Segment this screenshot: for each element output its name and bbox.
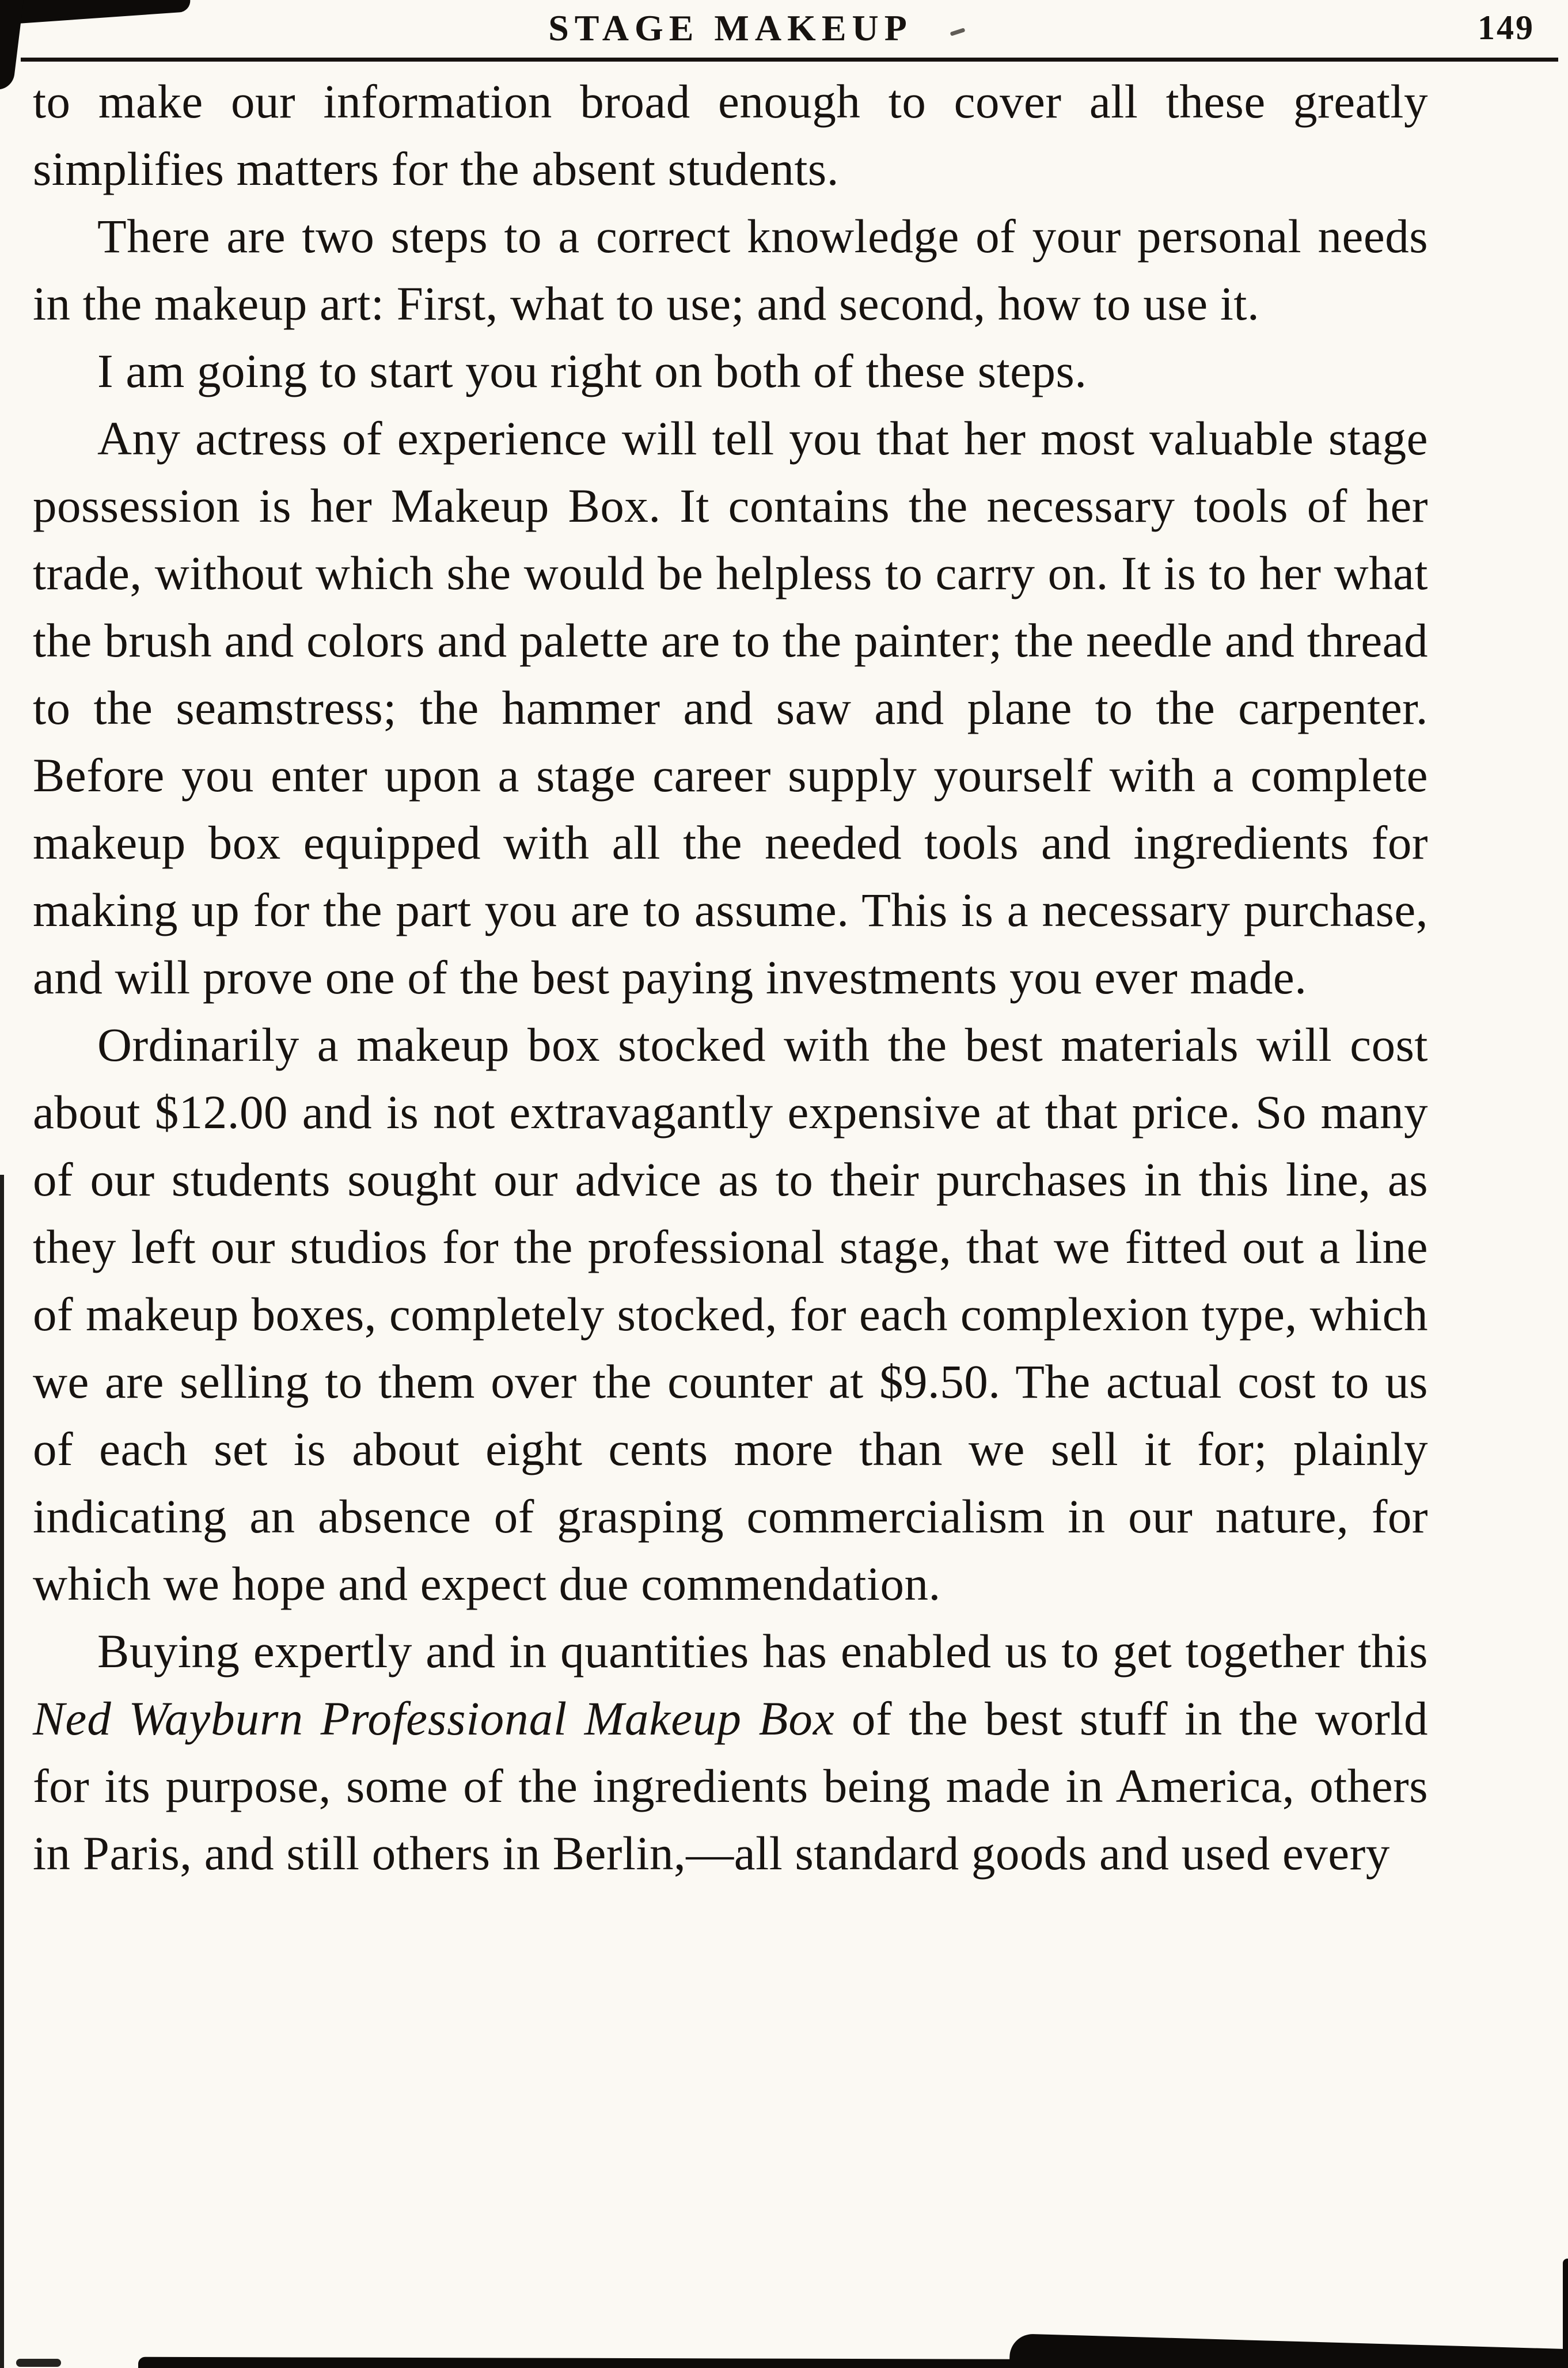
scan-artifact-right-edge [1563,2259,1568,2368]
book-title-italic: Ned Wayburn Professional Makeup Box [33,1692,835,1745]
paragraph-6-text-before: Buying expertly and in quantities has enabled us to get together this [97,1625,1428,1678]
page-number: 149 [1478,9,1535,47]
page-body [33,68,1428,1887]
body-paragraph-3: I am going to start you right on both of these steps. [97,344,1087,397]
body-paragraph-2: There are two steps to a correct knowledge of your personal needs in the makeup art: First, what to use; and second, how to use it. [33,210,1428,330]
paragraph-6-text-after: of the best stuff in the world for its purpose, some of the ingredients being made in America, others in Paris, and still others in Berlin,—all standard goods and used every [33,1692,1428,1880]
scan-artifact-bottom-right-wedge [1009,2333,1568,2368]
header-rule [21,58,1558,62]
body-paragraph-1: to make our information broad enough to cover all these greatly simplifies matters for the absent students. [33,75,1428,195]
body-paragraph-5: Ordinarily a makeup box stocked with the best materials will cost about $12.00 and is not extravagantly expensive at that price. So many of our students sought our advice as to their purchases in this line, as they left our studios for the professional stage, that we fitted out a line of makeup boxes, completely stocked, for each complexion type, which we are selling to them over the counter at $9.50. The actual cost to us of each set is about eight cents more than we sell it for; plainly indicating an absence of grasping commercialism in our nature, for which we hope and expect due commendation. [33,1018,1428,1610]
page-header [0,7,1568,53]
body-paragraph-6 [33,1618,1428,1887]
running-head-title: STAGE MAKEUP [548,7,913,48]
scan-artifact-left-edge [0,1175,4,2368]
scan-artifact-bottom-left-mark [16,2359,61,2367]
body-paragraph-4: Any actress of experience will tell you that her most valuable stage possession is her Makeup Box. It contains the necessary tools of her trade, without which she would be helpless to carry on. It is to her what the brush and colors and palette are to the painter; the needle and thread to the seamstress; the hammer and saw and plane to the carpenter. Before you enter upon a stage career supply yourself with a complete makeup box equipped with all the needed tools and ingredients for making up for the part you are to assume. This is a necessary purchase, and will prove one of the best paying investments you ever made. [33,412,1428,1004]
